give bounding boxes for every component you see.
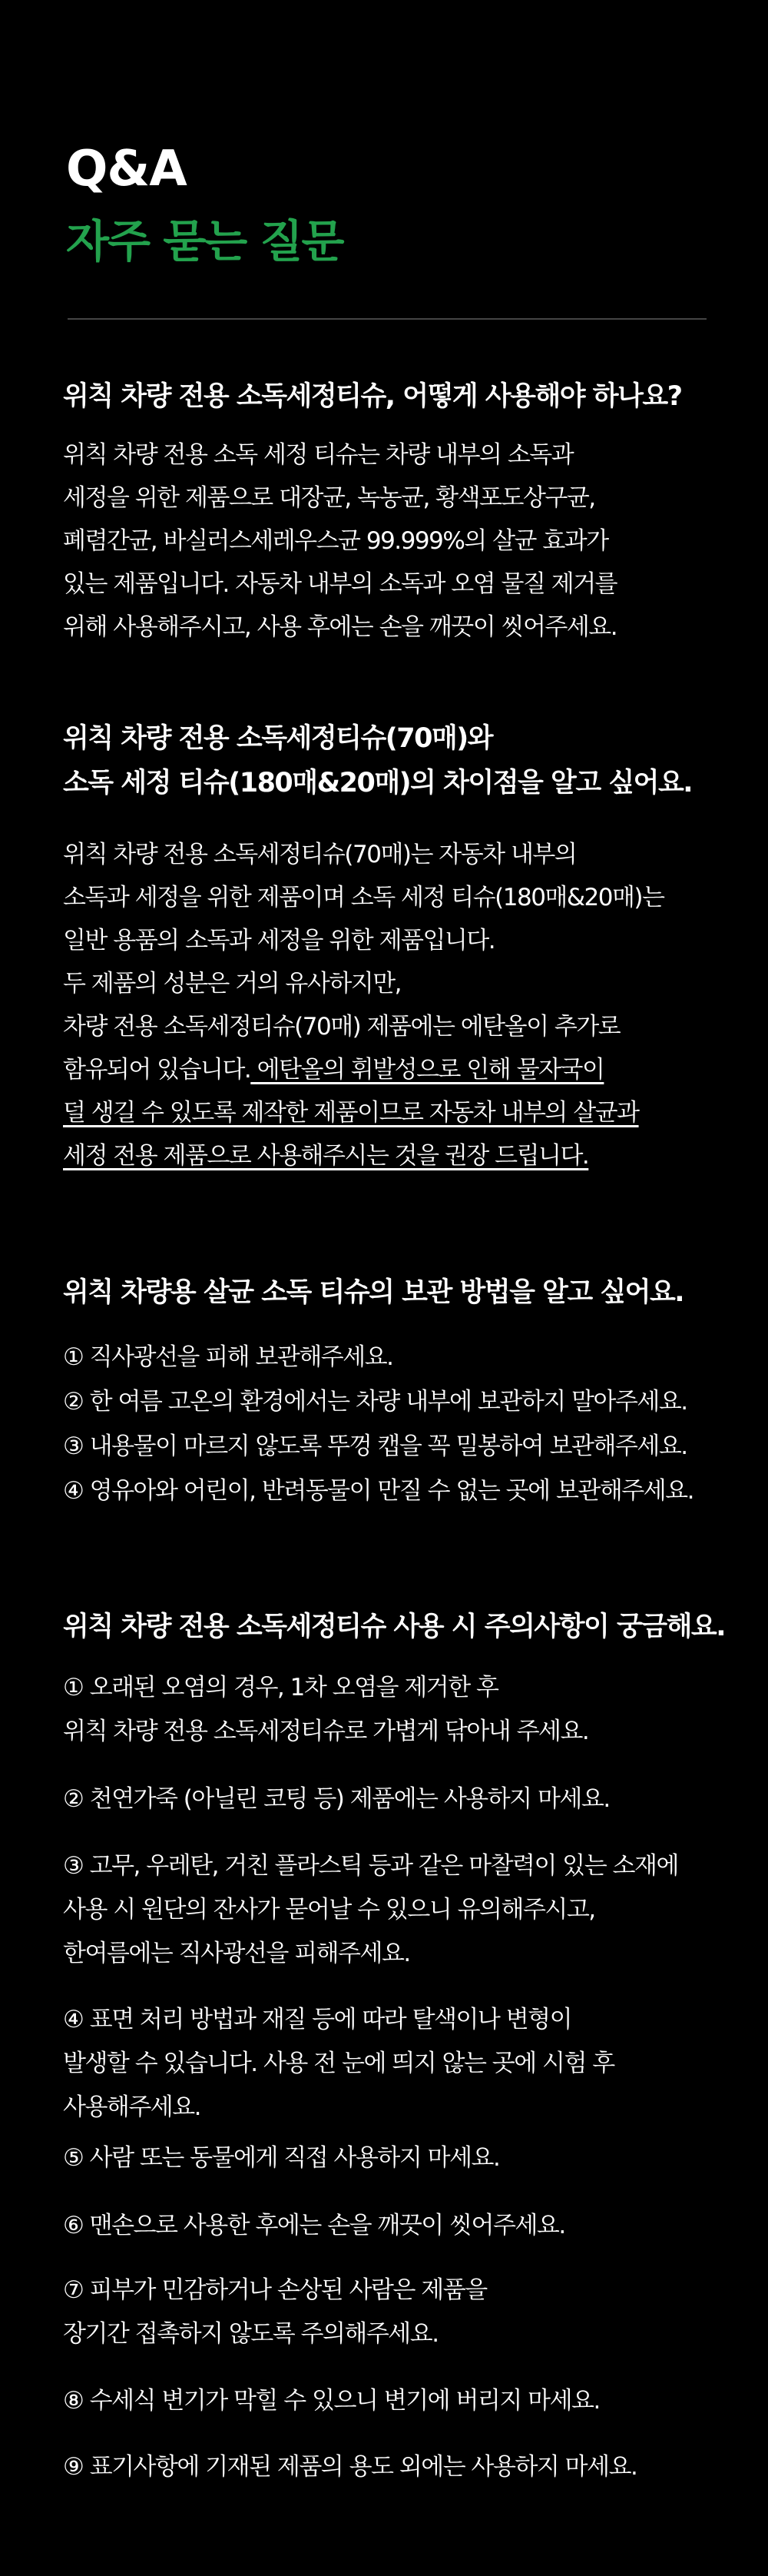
caution-item-5 [63, 2136, 499, 2180]
caution-line: 사용 시 원단의 잔사가 묻어날 수 있으니 유의해주시고, [63, 1896, 595, 1924]
caution-item-6 [63, 2204, 565, 2248]
answer-line: 폐렴간균, 바실러스세레우스균 99.999%의 살균 효과가 [63, 527, 608, 555]
caution-line: ④ 표면 처리 방법과 재질 등에 따라 탈색이나 변형이 [63, 2006, 572, 2033]
caution-item-4 [63, 1998, 614, 2130]
answer-line: 위칙 차량 전용 소독 세정 티슈는 차량 내부의 소독과 [63, 441, 574, 469]
caution-line: ② 천연가죽 (아닐린 코팅 등) 제품에는 사용하지 마세요. [63, 1785, 610, 1813]
list-item: ③ 내용물이 마르지 않도록 뚜껑 캡을 꼭 밀봉하여 보관해주세요. [63, 1432, 687, 1460]
list-item: ② 한 여름 고온의 환경에서는 차량 내부에 보관하지 말아주세요. [63, 1388, 687, 1416]
answer-line: 차량 전용 소독세정티슈(70매) 제품에는 에탄올이 추가로 [63, 1013, 621, 1041]
answer-underlined-line: 덜 생길 수 있도록 제작한 제품이므로 자동차 내부의 살균과 [63, 1099, 639, 1127]
answer-line: 두 제품의 성분은 거의 유사하지만, [63, 970, 402, 998]
caution-line: 사용해주세요. [63, 2093, 201, 2121]
caution-line: ⑥ 맨손으로 사용한 후에는 손을 깨끗이 씻어주세요. [63, 2212, 565, 2239]
storage-list [63, 1335, 754, 1513]
caution-line: ⑦ 피부가 민감하거나 손상된 사람은 제품을 [63, 2276, 487, 2304]
answer-line: 위해 사용해주시고, 사용 후에는 손을 깨끗이 씻어주세요. [63, 613, 617, 641]
list-item: ① 직사광선을 피해 보관해주세요. [63, 1343, 393, 1371]
answer-line: 위칙 차량 전용 소독세정티슈(70매)는 자동차 내부의 [63, 841, 577, 868]
answer-underlined-line: 세정 전용 제품으로 사용해주시는 것을 권장 드립니다. [63, 1142, 589, 1170]
caution-item-9 [63, 2445, 637, 2489]
caution-line: ⑧ 수세식 변기가 막힐 수 있으니 변기에 버리지 마세요. [63, 2387, 600, 2415]
caution-line: ⑨ 표기사항에 기재된 제품의 용도 외에는 사용하지 마세요. [63, 2453, 637, 2481]
answer-text: 함유되어 있습니다. [63, 1056, 251, 1084]
caution-line: 장기간 접촉하지 않도록 주의해주세요. [63, 2320, 439, 2348]
faq-question-4 [63, 1605, 725, 1649]
caution-line: ③ 고무, 우레탄, 거친 플라스틱 등과 같은 마찰력이 있는 소재에 [63, 1852, 678, 1880]
page-title: Q&A [66, 141, 187, 198]
caution-line: ⑤ 사람 또는 동물에게 직접 사용하지 마세요. [63, 2144, 500, 2172]
answer-line [63, 1048, 664, 1091]
caution-item-3 [63, 1844, 678, 1976]
faq-question-2 [63, 716, 692, 805]
faq-answer-1 [63, 433, 617, 649]
caution-line: 위칙 차량 전용 소독세정티슈로 가볍게 닦아내 주세요. [63, 1718, 589, 1745]
question-line: 위칙 차량 전용 소독세정티슈, 어떻게 사용해야 하나요? [63, 381, 682, 412]
answer-line: 일반 용품의 소독과 세정을 위한 제품입니다. [63, 927, 495, 954]
question-line: 위칙 차량용 살균 소독 티슈의 보관 방법을 알고 싶어요. [63, 1277, 684, 1308]
faq-question-1 [63, 374, 682, 419]
list-item: ④ 영유아와 어린이, 반려동물이 만질 수 없는 곳에 보관해주세요. [63, 1477, 694, 1505]
caution-item-1 [63, 1666, 588, 1754]
caution-line: 한여름에는 직사광선을 피해주세요. [63, 1940, 410, 1967]
caution-line: ① 오래된 오염의 경우, 1차 오염을 제거한 후 [63, 1674, 498, 1701]
faq-question-3 [63, 1270, 684, 1315]
answer-underlined-text: 에탄올의 휘발성으로 인해 물자국이 [250, 1056, 604, 1084]
question-line: 소독 세정 티슈(180매&20매)의 차이점을 알고 싶어요. [63, 768, 693, 798]
divider [68, 318, 707, 320]
question-line: 위칙 차량 전용 소독세정티슈(70매)와 [63, 723, 493, 754]
answer-line: 있는 제품입니다. 자동차 내부의 소독과 오염 물질 제거를 [63, 570, 617, 598]
caution-item-2 [63, 1778, 610, 1821]
question-line: 위칙 차량 전용 소독세정티슈 사용 시 주의사항이 궁금해요. [63, 1612, 726, 1642]
caution-item-8 [63, 2379, 600, 2423]
page-subtitle: 자주 묻는 질문 [66, 215, 343, 267]
faq-answer-2 [63, 833, 664, 1177]
caution-line: 발생할 수 있습니다. 사용 전 눈에 띄지 않는 곳에 시험 후 [63, 2050, 614, 2077]
caution-item-7 [63, 2269, 487, 2356]
answer-line: 소독과 세정을 위한 제품이며 소독 세정 티슈(180매&20매)는 [63, 884, 664, 911]
answer-line: 세정을 위한 제품으로 대장균, 녹농균, 황색포도상구균, [63, 484, 595, 512]
